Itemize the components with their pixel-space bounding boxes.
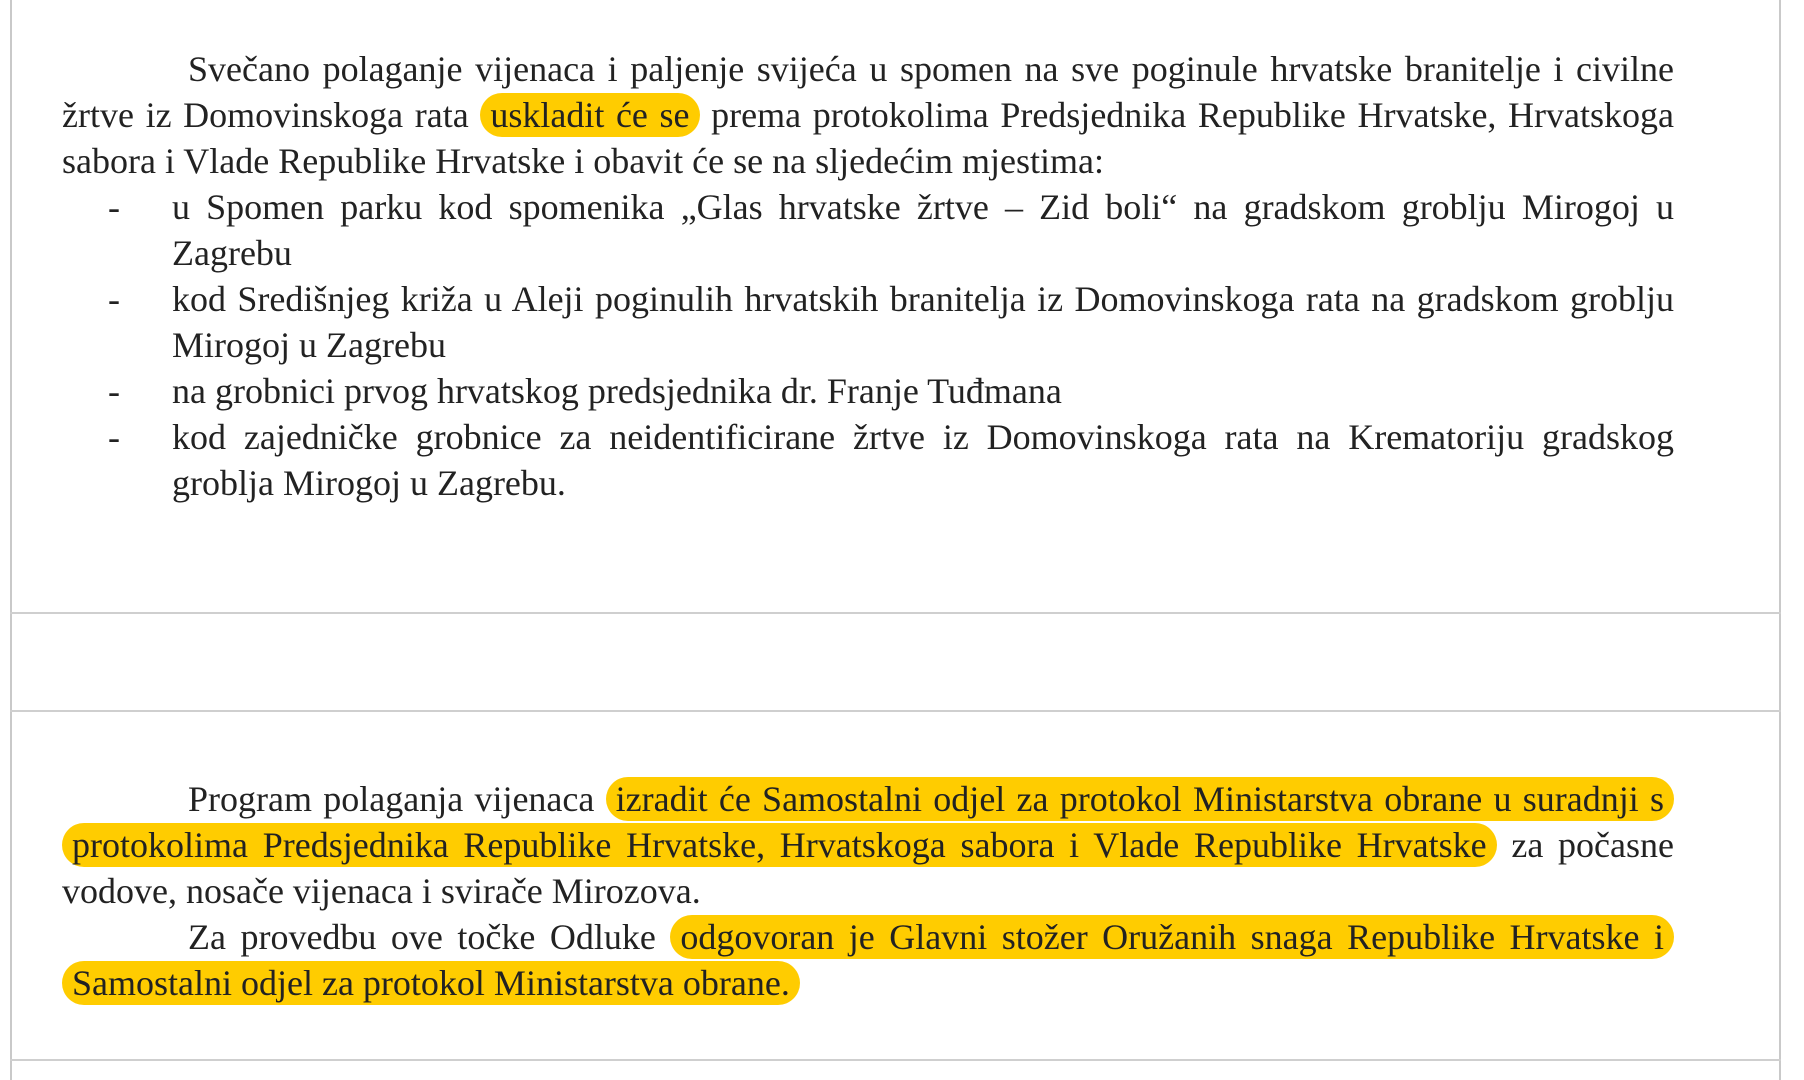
list-item [62,276,1674,368]
divider [10,612,1781,614]
bullet-dash: - [108,417,120,457]
highlight-uskladit: uskladit će se [480,93,699,137]
bullet-dash: - [108,187,120,227]
intro-text-start: Svečano polaganje vijenaca i paljenje svijeća u spomen na sve poginule hrvatske branitelje i civilne žrtve iz Domovinskoga rata [62,49,1674,135]
list-item-text: na grobnici prvog hrvatskog predsjednika dr. Franje Tuđmana [172,371,1062,411]
divider [10,1059,1781,1061]
list-item [62,368,1674,414]
list-item [62,414,1674,506]
divider [10,710,1781,712]
list-item-text: kod zajedničke grobnice za neidentificirane žrtve iz Domovinskoga rata na Krematoriju gradskog groblja Mirogoj u Zagrebu. [172,417,1674,503]
responsibility-text-start: Za provedbu ove točke Odluke [188,917,656,957]
left-border [10,0,12,1080]
locations-list [62,184,1674,506]
highlight-izradit: izradit će Samostalni odjel za protokol Ministarstva obrane u suradnji s protokolima Predsjednika Republike Hrvatske, Hrvatskoga sabora i Vlade Republike Hrvatske [62,777,1674,867]
highlight-odgovoran: odgovoran je Glavni stožer Oružanih snaga Republike Hrvatske i Samostalni odjel za protokol Ministarstva obrane. [62,915,1674,1005]
list-item-text: kod Središnjeg križa u Aleji poginulih hrvatskih branitelja iz Domovinskoga rata na gradskom groblju Mirogoj u Zagrebu [172,279,1674,365]
right-border [1779,0,1781,1080]
list-item-text: u Spomen parku kod spomenika „Glas hrvatske žrtve – Zid boli“ na gradskom groblju Mirogoj u Zagrebu [172,187,1674,273]
section-wreath-locations [62,46,1674,506]
list-item [62,184,1674,276]
responsibility-paragraph [62,914,1674,1006]
section-program [62,776,1674,1006]
intro-text-end: prema protokolima Predsjednika Republike Hrvatske, Hrvatskoga sabora i Vlade Republike Hrvatske i obavit će se na sljedećim mjestima: [62,95,1675,181]
program-paragraph [62,776,1674,914]
program-text-start: Program polaganja vijenaca [188,779,595,819]
intro-paragraph [62,46,1674,184]
bullet-dash: - [108,371,120,411]
bullet-dash: - [108,279,120,319]
program-text-end: za počasne vodove, nosače vijenaca i svirače Mirozova. [62,825,1674,911]
